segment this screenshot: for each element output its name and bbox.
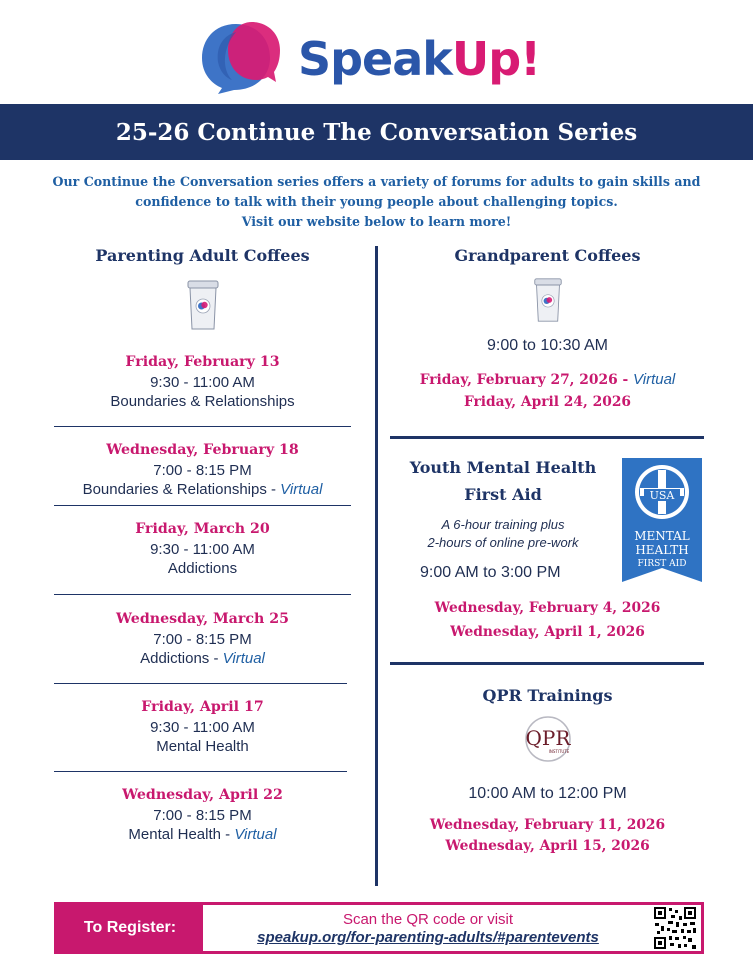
register-label: To Register: (57, 905, 203, 951)
intro-line: Visit our website below to learn more! (241, 214, 512, 229)
session-time: 9:00 to 10:30 AM (487, 337, 608, 354)
section-heading: Grandparent Coffees (454, 246, 641, 265)
event-time: 9:30 - 11:00 AM (150, 373, 255, 391)
event-item (50, 353, 355, 412)
badge-text: HEALTH (635, 543, 689, 557)
event-topic: Boundaries & Relationships - Virtual (82, 481, 323, 498)
event-time: 9:30 - 11:00 AM (150, 540, 255, 558)
session-time: 9:00 AM to 3:00 PM (420, 564, 561, 581)
scan-instructions: Scan the QR code or visit (342, 911, 514, 928)
youth-mhfa-section (390, 452, 705, 652)
event-topic: Addictions - Virtual (140, 650, 265, 667)
intro-text (30, 172, 723, 232)
section-heading: Parenting Adult Coffees (95, 246, 310, 265)
svg-text:INSTITUTE: INSTITUTE (548, 749, 569, 754)
session-time: 10:00 AM to 12:00 PM (468, 785, 627, 802)
section-heading: Youth Mental Health First Aid (409, 458, 597, 504)
section-heading: QPR Trainings (482, 686, 613, 705)
qpr-institute-logo-icon (513, 715, 583, 763)
event-topic: Mental Health - Virtual (128, 826, 277, 843)
session-date: Wednesday, February 4, 2026 (434, 600, 661, 616)
event-topic: Mental Health (156, 738, 249, 755)
qr-code-icon[interactable] (653, 906, 697, 950)
separator (390, 662, 704, 665)
separator (54, 505, 351, 507)
event-time: 7:00 - 8:15 PM (153, 461, 252, 479)
registration-link[interactable]: speakup.org/for-parenting-adults/#parentevents (257, 929, 599, 946)
event-item (50, 520, 355, 579)
event-topic: Addictions (167, 560, 238, 577)
mental-health-first-aid-badge-icon (620, 456, 704, 584)
session-date: Wednesday, April 1, 2026 (450, 624, 645, 640)
event-topic: Boundaries & Relationships (110, 393, 295, 410)
session-date: Wednesday, February 11, 2026 (429, 817, 666, 833)
registration-footer (54, 902, 704, 954)
event-item (50, 698, 355, 757)
event-date: Friday, February 13 (125, 354, 280, 370)
session-date: Wednesday, April 15, 2026 (445, 838, 650, 854)
event-item (50, 441, 355, 500)
event-time: 9:30 - 11:00 AM (150, 718, 255, 736)
separator (390, 436, 704, 439)
qpr-trainings-section (390, 686, 705, 854)
event-item (50, 610, 355, 669)
grandparent-coffees-section (390, 246, 705, 410)
event-date: Friday, March 20 (135, 521, 270, 537)
parenting-adult-coffees-section (50, 246, 355, 845)
speakup-wordmark: SpeakUp! (298, 32, 541, 86)
badge-usa-text: USA (649, 489, 675, 502)
svg-text:QPR: QPR (525, 726, 570, 750)
column-divider (375, 246, 378, 886)
separator (54, 771, 347, 773)
separator (54, 426, 351, 428)
session-date: Friday, April 24, 2026 (463, 394, 632, 410)
coffee-cup-icon (533, 277, 563, 323)
session-date: Friday, February 27, 2026 - Virtual (419, 371, 676, 388)
training-description: A 6-hour training plus 2-hours of online pre-work (427, 517, 579, 550)
event-time: 7:00 - 8:15 PM (153, 630, 252, 648)
speech-bubble-logo-icon (200, 18, 280, 94)
page-title: 25-26 Continue The Conversation Series (115, 118, 638, 146)
separator (54, 594, 351, 596)
badge-text: MENTAL (634, 529, 690, 543)
event-date: Wednesday, March 25 (116, 611, 289, 627)
event-time: 7:00 - 8:15 PM (153, 806, 252, 824)
event-date: Friday, April 17 (141, 699, 264, 715)
intro-line: confidence to talk with their young people about challenging topics. (135, 194, 618, 209)
event-date: Wednesday, February 18 (106, 442, 299, 458)
intro-line: Our Continue the Conversation series offers a variety of forums for adults to gain skills and (52, 174, 701, 189)
title-banner (0, 104, 753, 160)
speakup-logo (0, 16, 753, 94)
event-date: Wednesday, April 22 (122, 787, 283, 803)
event-item (50, 786, 355, 845)
separator (54, 683, 347, 685)
coffee-cup-icon (186, 279, 220, 331)
badge-text: FIRST AID (637, 559, 687, 569)
